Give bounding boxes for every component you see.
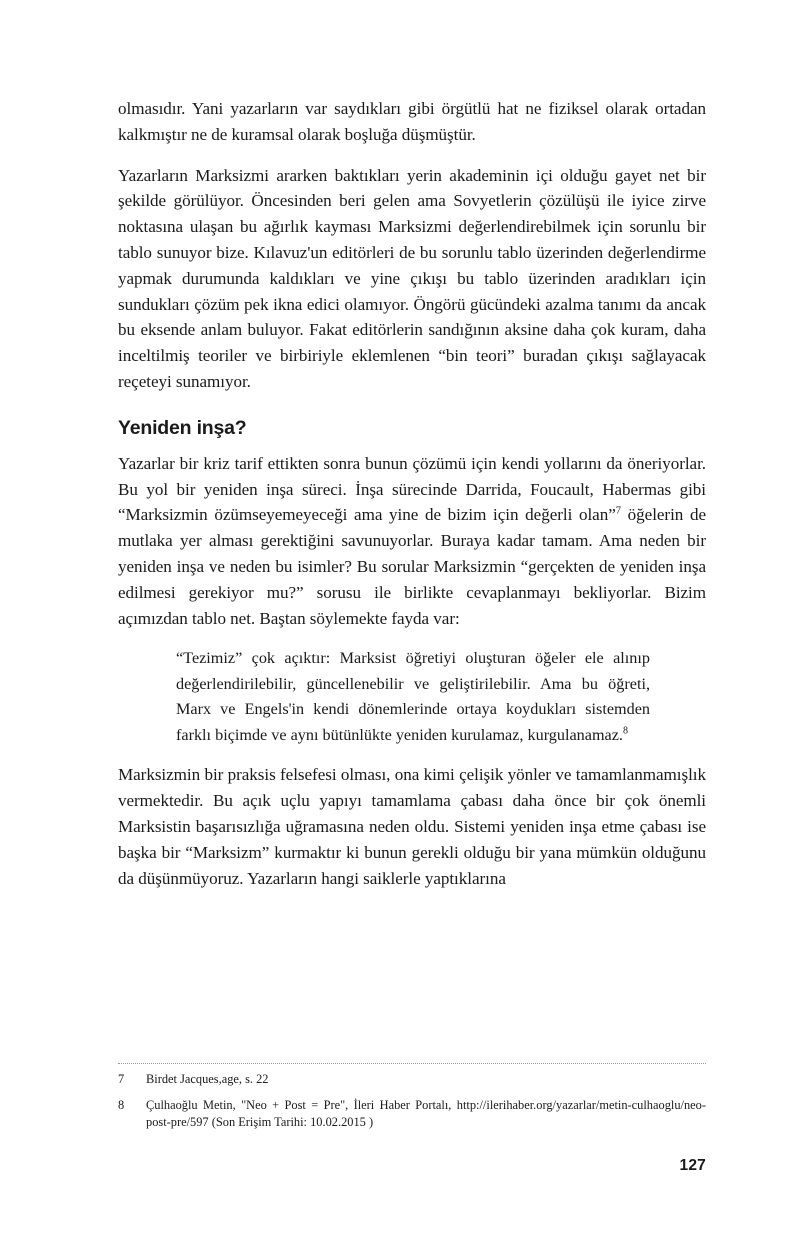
pull-quote-paragraph (176, 646, 650, 748)
footnote-ref-7[interactable]: 7 (615, 505, 621, 517)
footnote-ref-8[interactable]: 8 (622, 725, 628, 737)
body-paragraph-3 (118, 451, 706, 632)
footnote-item (118, 1071, 706, 1089)
body-paragraph-1: olmasıdır. Yani yazarların var saydıkları gibi örgütlü hat ne fiziksel olarak ortadan kalkmıştır ne de kuramsal olarak boşluğa düşmüştür. (118, 99, 706, 144)
page-number: 127 (679, 1157, 706, 1174)
paragraph-3-text-before-footnote-ref: Yazarlar bir kriz tarif ettikten sonra bunun çözümü için kendi yollarını da öneriyorlar. Bu yol bir yeniden inşa süreci. İnşa sürecinde Darrida, Foucault, Habermas gibi “Marksizmin özümseyemeyeceği ama yine de bizim için değerli olan” (118, 453, 706, 525)
page-content (118, 96, 706, 891)
body-paragraph-2: Yazarların Marksizmi ararken baktıkları yerin akademinin içi olduğu gayet net bir şekilde görülüyor. Öncesinden beri gelen ama Sovyetlerin çözülüşü ile iyice zirve noktasına ulaşan bu ağırlık kayması Marksizmi değerlendirebilmek için sorunlu bir tablo sunuyor bize. Kılavuz'un editörleri de bu sorunlu tablo üzerinden değerlendirme yapmak durumunda kaldıkları ve yine çıkışı bu tablo üzerinden aradıkları için sundukları çözüm pek ikna edici olamıyor. Öngörü gücündeki azalma tanımı da ancak bu eksende anlam buluyor. Fakat editörlerin sandığının aksine daha çok kuram, daha inceltilmiş teoriler ve birbiriyle eklemlenen “bin teori” buradan çıkışı sağlayacak reçeteyi sunamıyor. (118, 165, 706, 391)
pull-quote (176, 646, 650, 748)
pull-quote-text: “Tezimiz” çok açıktır: Marksist öğretiyi oluşturan öğeler ele alınıp değerlendirilebilir, güncellenebilir ve geliştirilebilir. Ama bu öğreti, Marx ve Engels'in kendi dönemlerinde ortaya koydukları sistemden farklı biçimde ve aynı bütünlükte yeniden kurulamaz, kurgulanamaz. (176, 649, 650, 744)
section-heading: Yeniden inşa? (118, 416, 247, 439)
footnote-number: 7 (118, 1072, 125, 1086)
footnote-text: Çulhaoğlu Metin, "Neo + Post = Pre", İleri Haber Portalı, http://ilerihaber.org/yazarlar/metin-culhaoglu/neo-post-pre/597 (Son Erişim Tarihi: 10.02.2015 ) (146, 1097, 706, 1129)
body-paragraph-4: Marksizmin bir praksis felsefesi olması, ona kimi çelişik yönler ve tamamlanmamışlık vermektedir. Bu açık uçlu yapıyı tamamlama çabası daha önce bir çok önemli Marksistin başarısızlığa uğramasına neden oldu. Sistemi yeniden inşa etme çabası ise başka bir “Marksizm” kurmaktır ki bunun gerekli olduğu bir yana mümkün olduğunu da düşünmüyoruz. Yazarların hangi saiklerle yaptıklarına (118, 765, 706, 888)
footnote-separator-rule (118, 1063, 706, 1064)
paragraph-3-text-after-footnote-ref: öğelerin de mutlaka yer alması gerektiğini savunuyorlar. Buraya kadar tamam. Ama neden bir yeniden inşa ve neden bu isimler? Bu sorular Marksizmin “gerçekten de yeniden inşa edilmesi gerekiyor mu?” sorusu ile birlikte cevaplanmayı bekliyorlar. Bizim açımızdan tablo net. Baştan söylemekte fayda var: (118, 505, 706, 628)
footnote-item (118, 1097, 706, 1132)
footnotes-section (118, 1063, 706, 1132)
footnote-text: Birdet Jacques,age, s. 22 (146, 1072, 269, 1086)
footnote-number: 8 (118, 1097, 125, 1112)
